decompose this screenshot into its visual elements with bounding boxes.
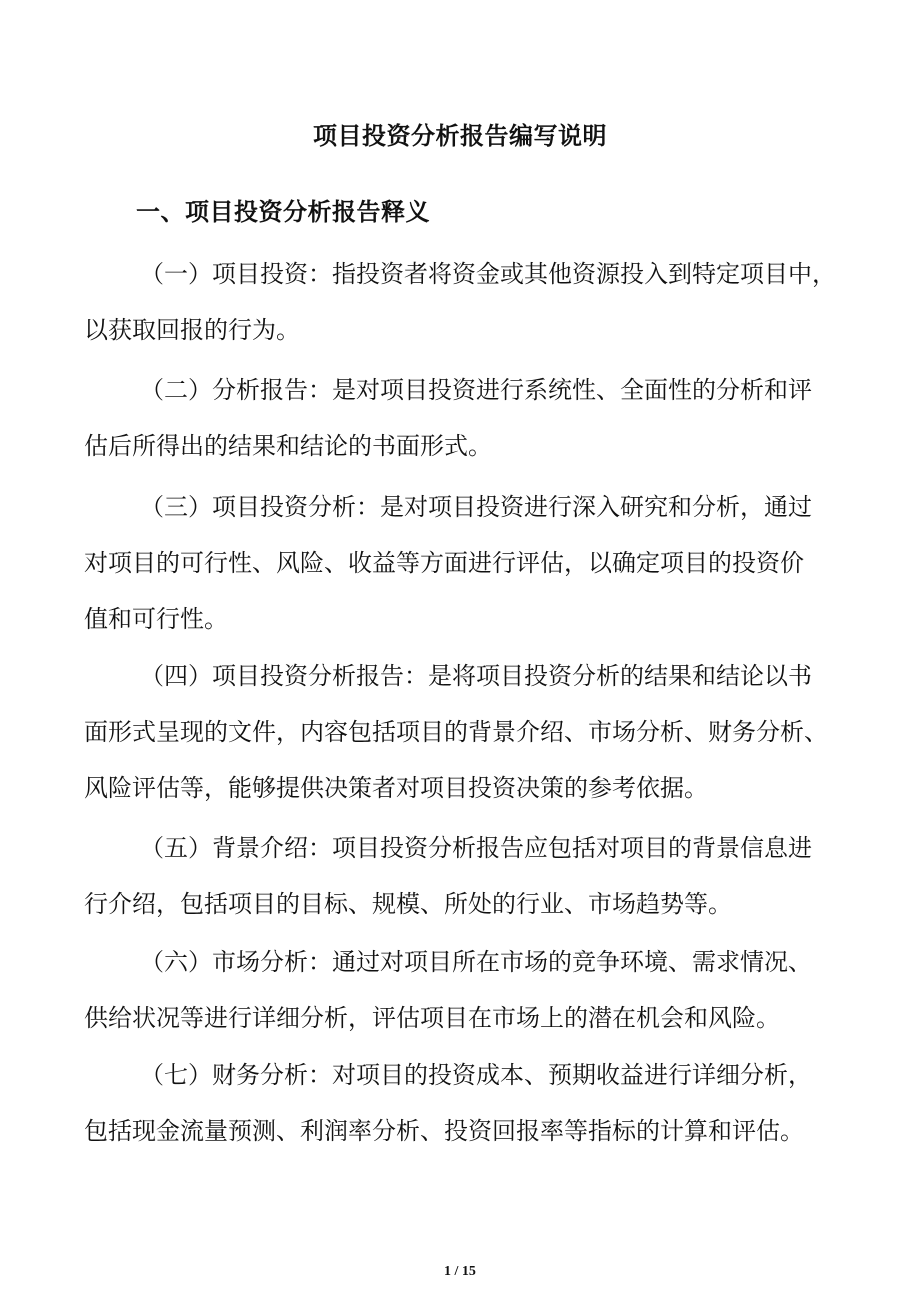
paragraph-line: 供给状况等进行详细分析，评估项目在市场上的潜在机会和风险。 [84,1004,780,1032]
paragraph-6 [84,934,854,1046]
paragraph-line: 以获取回报的行为。 [84,316,300,344]
paragraph-line: （三）项目投资分析：是对项目投资进行深入研究和分析，通过 [140,493,812,521]
paragraph-line: 包括现金流量预测、利润率分析、投资回报率等指标的计算和评估。 [84,1117,804,1145]
paragraph-line: 对项目的可行性、风险、收益等方面进行评估，以确定项目的投资价 [84,549,804,577]
paragraph-line: 面形式呈现的文件，内容包括项目的背景介绍、市场分析、财务分析、 [84,718,828,746]
paragraph-5 [84,820,854,932]
paragraph-line: （七）财务分析：对项目的投资成本、预期收益进行详细分析， [140,1061,812,1089]
paragraph-2 [84,362,854,474]
document-title: 项目投资分析报告编写说明 [313,122,607,150]
paragraph-line: 估后所得出的结果和结论的书面形式。 [84,432,492,460]
paragraph-line: （一）项目投资：指投资者将资金或其他资源投入到特定项目中， [140,260,836,288]
paragraph-line: 行介绍，包括项目的目标、规模、所处的行业、市场趋势等。 [84,890,732,918]
page-number: 1 / 15 [444,1264,476,1279]
paragraph-line: 风险评估等，能够提供决策者对项目投资决策的参考依据。 [84,774,708,802]
paragraph-line: （六）市场分析：通过对项目所在市场的竞争环境、需求情况、 [140,948,812,976]
paragraph-line: （五）背景介绍：项目投资分析报告应包括对项目的背景信息进 [140,834,812,862]
paragraph-7 [84,1047,854,1159]
paragraph-line: （二）分析报告：是对项目投资进行系统性、全面性的分析和评 [140,376,812,404]
paragraph-line: （四）项目投资分析报告：是将项目投资分析的结果和结论以书 [140,662,812,690]
paragraph-1 [84,246,854,358]
paragraph-3 [84,479,854,647]
paragraph-4 [84,648,854,816]
paragraph-line: 值和可行性。 [84,605,228,633]
section-heading: 一、项目投资分析报告释义 [136,198,430,226]
